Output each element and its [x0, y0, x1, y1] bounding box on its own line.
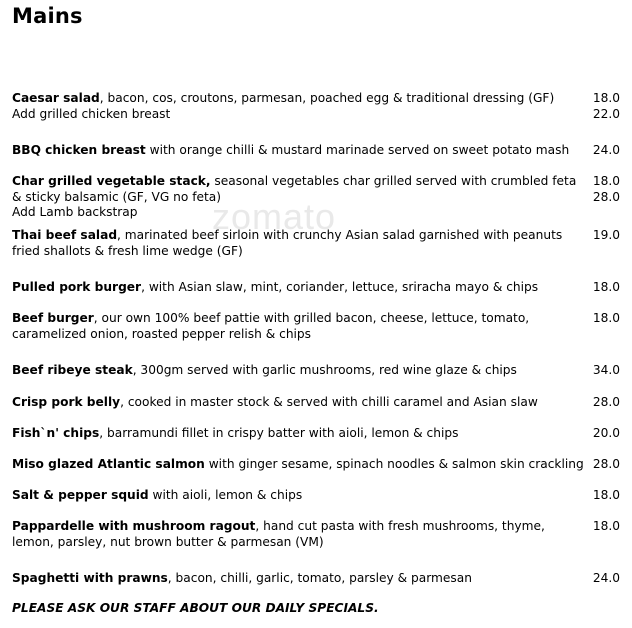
item-description: , barramundi fillet in crispy batter with aioli, lemon & chips: [99, 426, 459, 440]
menu-item-beef-burger: [12, 311, 620, 342]
item-price: 19.0: [592, 228, 620, 242]
menu-item-char-grilled-vegetable-stack: [12, 174, 620, 221]
item-name: Char grilled vegetable stack,: [12, 174, 211, 188]
item-name: Salt & pepper squid: [12, 488, 149, 502]
item-price: 18.0: [592, 311, 620, 325]
item-name: Thai beef salad: [12, 228, 118, 242]
item-price: 18.0: [592, 488, 620, 502]
item-price: 34.0: [592, 363, 620, 377]
item-description: seasonal vegetables char grilled served with crumbled feta & sticky balsamic (GF, VG no feta): [12, 174, 577, 204]
item-name: Crisp pork belly: [12, 395, 121, 409]
item-description: with orange chilli & mustard marinade served on sweet potato mash: [145, 143, 570, 157]
menu-item-beef-ribeye-steak: [12, 363, 620, 379]
item-addon-price: 28.0: [592, 189, 620, 204]
item-price: 28.0: [592, 457, 620, 471]
item-price: 24.0: [592, 571, 620, 585]
menu-item-thai-beef-salad: [12, 228, 620, 259]
item-name: Beef ribeye steak: [12, 363, 133, 377]
item-description: , bacon, chilli, garlic, tomato, parsley & parmesan: [167, 571, 472, 585]
item-price: 28.0: [592, 395, 620, 409]
daily-specials-note: PLEASE ASK OUR STAFF ABOUT OUR DAILY SPECIALS.: [12, 601, 379, 615]
menu-item-caesar-salad: [12, 91, 620, 122]
item-name: Caesar salad: [12, 91, 100, 105]
item-name: Beef burger: [12, 311, 94, 325]
item-name: Pappardelle with mushroom ragout: [12, 519, 256, 533]
item-name: Miso glazed Atlantic salmon: [12, 457, 205, 471]
item-description: , bacon, cos, croutons, parmesan, poached egg & traditional dressing (GF): [99, 91, 555, 105]
item-description: with ginger sesame, spinach noodles & salmon skin crackling: [204, 457, 584, 471]
item-description: , marinated beef sirloin with crunchy Asian salad garnished with peanuts fried shallots & fresh lime wedge (GF): [12, 228, 563, 258]
item-addon: Add grilled chicken breast: [12, 106, 171, 121]
item-description: with aioli, lemon & chips: [148, 488, 303, 502]
item-name: BBQ chicken breast: [12, 143, 146, 157]
watermark-logo: zomato: [212, 196, 337, 237]
menu-item-salt-pepper-squid: [12, 488, 620, 504]
item-description: , cooked in master stock & served with chilli caramel and Asian slaw: [120, 395, 538, 409]
item-description: , our own 100% beef pattie with grilled bacon, cheese, lettuce, tomato, caramelized onion, roasted pepper relish & chips: [12, 311, 530, 341]
item-price: 18.0: [592, 519, 620, 533]
item-description: , with Asian slaw, mint, coriander, lettuce, sriracha mayo & chips: [141, 280, 539, 294]
menu-item-spaghetti-prawns: [12, 571, 620, 587]
item-price: 18.0: [592, 280, 620, 294]
item-price: 24.0: [592, 143, 620, 157]
menu-item-pulled-pork-burger: [12, 280, 620, 296]
menu-item-pappardelle: [12, 519, 620, 550]
menu-item-bbq-chicken-breast: [12, 143, 620, 159]
item-description: , 300gm served with garlic mushrooms, red wine glaze & chips: [132, 363, 517, 377]
item-description: , hand cut pasta with fresh mushrooms, thyme, lemon, parsley, nut brown butter & parmesan (VM): [12, 519, 545, 549]
item-price: 20.0: [592, 426, 620, 440]
item-price: 18.0: [592, 91, 620, 105]
item-name: Pulled pork burger: [12, 280, 142, 294]
menu-item-fish-n-chips: [12, 426, 620, 442]
item-price: 18.0: [592, 174, 620, 188]
item-addon: Add Lamb backstrap: [12, 205, 138, 219]
menu-title: Mains: [12, 4, 83, 28]
menu-item-crisp-pork-belly: [12, 395, 620, 411]
item-addon-price: 22.0: [592, 106, 620, 121]
item-name: Spaghetti with prawns: [12, 571, 168, 585]
menu-item-miso-glazed-salmon: [12, 457, 620, 473]
item-name: Fish`n' chips: [12, 426, 100, 440]
